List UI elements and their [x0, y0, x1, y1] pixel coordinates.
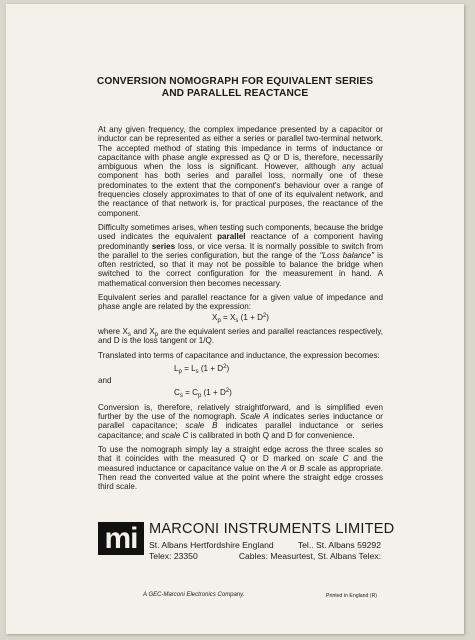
bold-parallel: parallel: [217, 232, 246, 242]
company-name: MARCONI INSTRUMENTS LIMITED: [149, 521, 395, 537]
paragraph-usage: To use the nomograph simply lay a straight edge across the three scales so that it coincides with the measured Q or D marked on scale C and the measured inductance or capacitance value on the A or B scale as appropriate. Then read the converted value at the point where the straight edge crosses third scale.: [98, 444, 383, 492]
text-run: reactance of a component having predominantly: [98, 232, 383, 251]
equation-capacitance: $C_s = C_p$ $(1 + D^2)$: [174, 388, 232, 400]
equation-and-label: [98, 376, 383, 385]
telex-row: [149, 551, 381, 562]
paragraph-translated: Translated into terms of capacitance and inductance, the expression becomes:: [98, 350, 380, 360]
paragraph-where: where $X_s$ and $X_p$ are the equivalent series and parallel reactances respectively, and D is the loss tangent or 1/Q.: [98, 326, 383, 346]
text-run: is often restricted, so that it may not be possible to balance the bridge when switched to the correct configuration for the measurement in hand. A mathematical conversion then becomes necessary.: [98, 250, 383, 288]
marconi-logo: mi: [98, 522, 144, 555]
telex: Telex: 23350: [149, 551, 198, 561]
and-label: and: [98, 376, 112, 386]
body-text: [98, 125, 383, 496]
title-line-2: AND PARALLEL REACTANCE: [161, 88, 309, 99]
equation-reactance: $X_p = X_s$ $(1 + D^2)$: [212, 312, 269, 324]
paragraph-conversion: Conversion is, therefore, relatively straightforward, and is simplified even further by the use of the nomograph. Scale A indicates series inductance or parallel capacitance; scale B indicates parallel inductance or series capacitance; and scale C is calibrated in both Q and D for convenience.: [98, 402, 384, 440]
text-run: Difficulty sometimes arises, when testing such components, because the bridge used indicates the equivalent: [98, 222, 383, 242]
text-run: loss, or vice versa. It is normally possible to switch from the parallel to the series configuration, but the range of the: [98, 241, 383, 260]
footer-printed: Printed in England (R): [326, 593, 378, 599]
italic-loss-balance: "Loss balance": [319, 250, 374, 260]
address-row: [149, 540, 381, 551]
paragraph-difficulty: [98, 223, 383, 288]
address: St. Albans Hertfordshire England: [149, 540, 274, 550]
title-line-1: CONVERSION NOMOGRAPH FOR EQUIVALENT SERIES: [96, 76, 374, 87]
paragraph-expression: Equivalent series and parallel reactance for a given value of impedance and phase angle are related by the expression:: [98, 293, 383, 312]
bold-series: series: [151, 241, 176, 251]
phone: Tel.. St. Albans 59292: [297, 540, 381, 550]
equation-inductance: $L_p = L_s$ $(1 + D^2)$: [174, 363, 230, 375]
cables: Cables: Measurtest, St. Albans Telex:: [238, 551, 381, 561]
paragraph-intro: At any given frequency, the complex impedance presented by a capacitor or inductor can be represented as either a series or parallel two-terminal network. The accepted method of stating this impedance in terms of inductance or capacitance with phase angle expressed as Q or D is, therefore, necessarily ambiguous when the loss is significant. However, although any actual component has both series and parallel loss, normally one of these predominates to the extent that the component's behaviour over a range of frequencies closely approximates to that of one of its equivalent network, and the reactance of that network is, for practical purposes, the reactance of the component.: [98, 125, 383, 218]
page-title: [6, 76, 464, 100]
document-page: [6, 4, 464, 634]
footer-company: A GEC-Marconi Electronics Company.: [143, 592, 245, 598]
